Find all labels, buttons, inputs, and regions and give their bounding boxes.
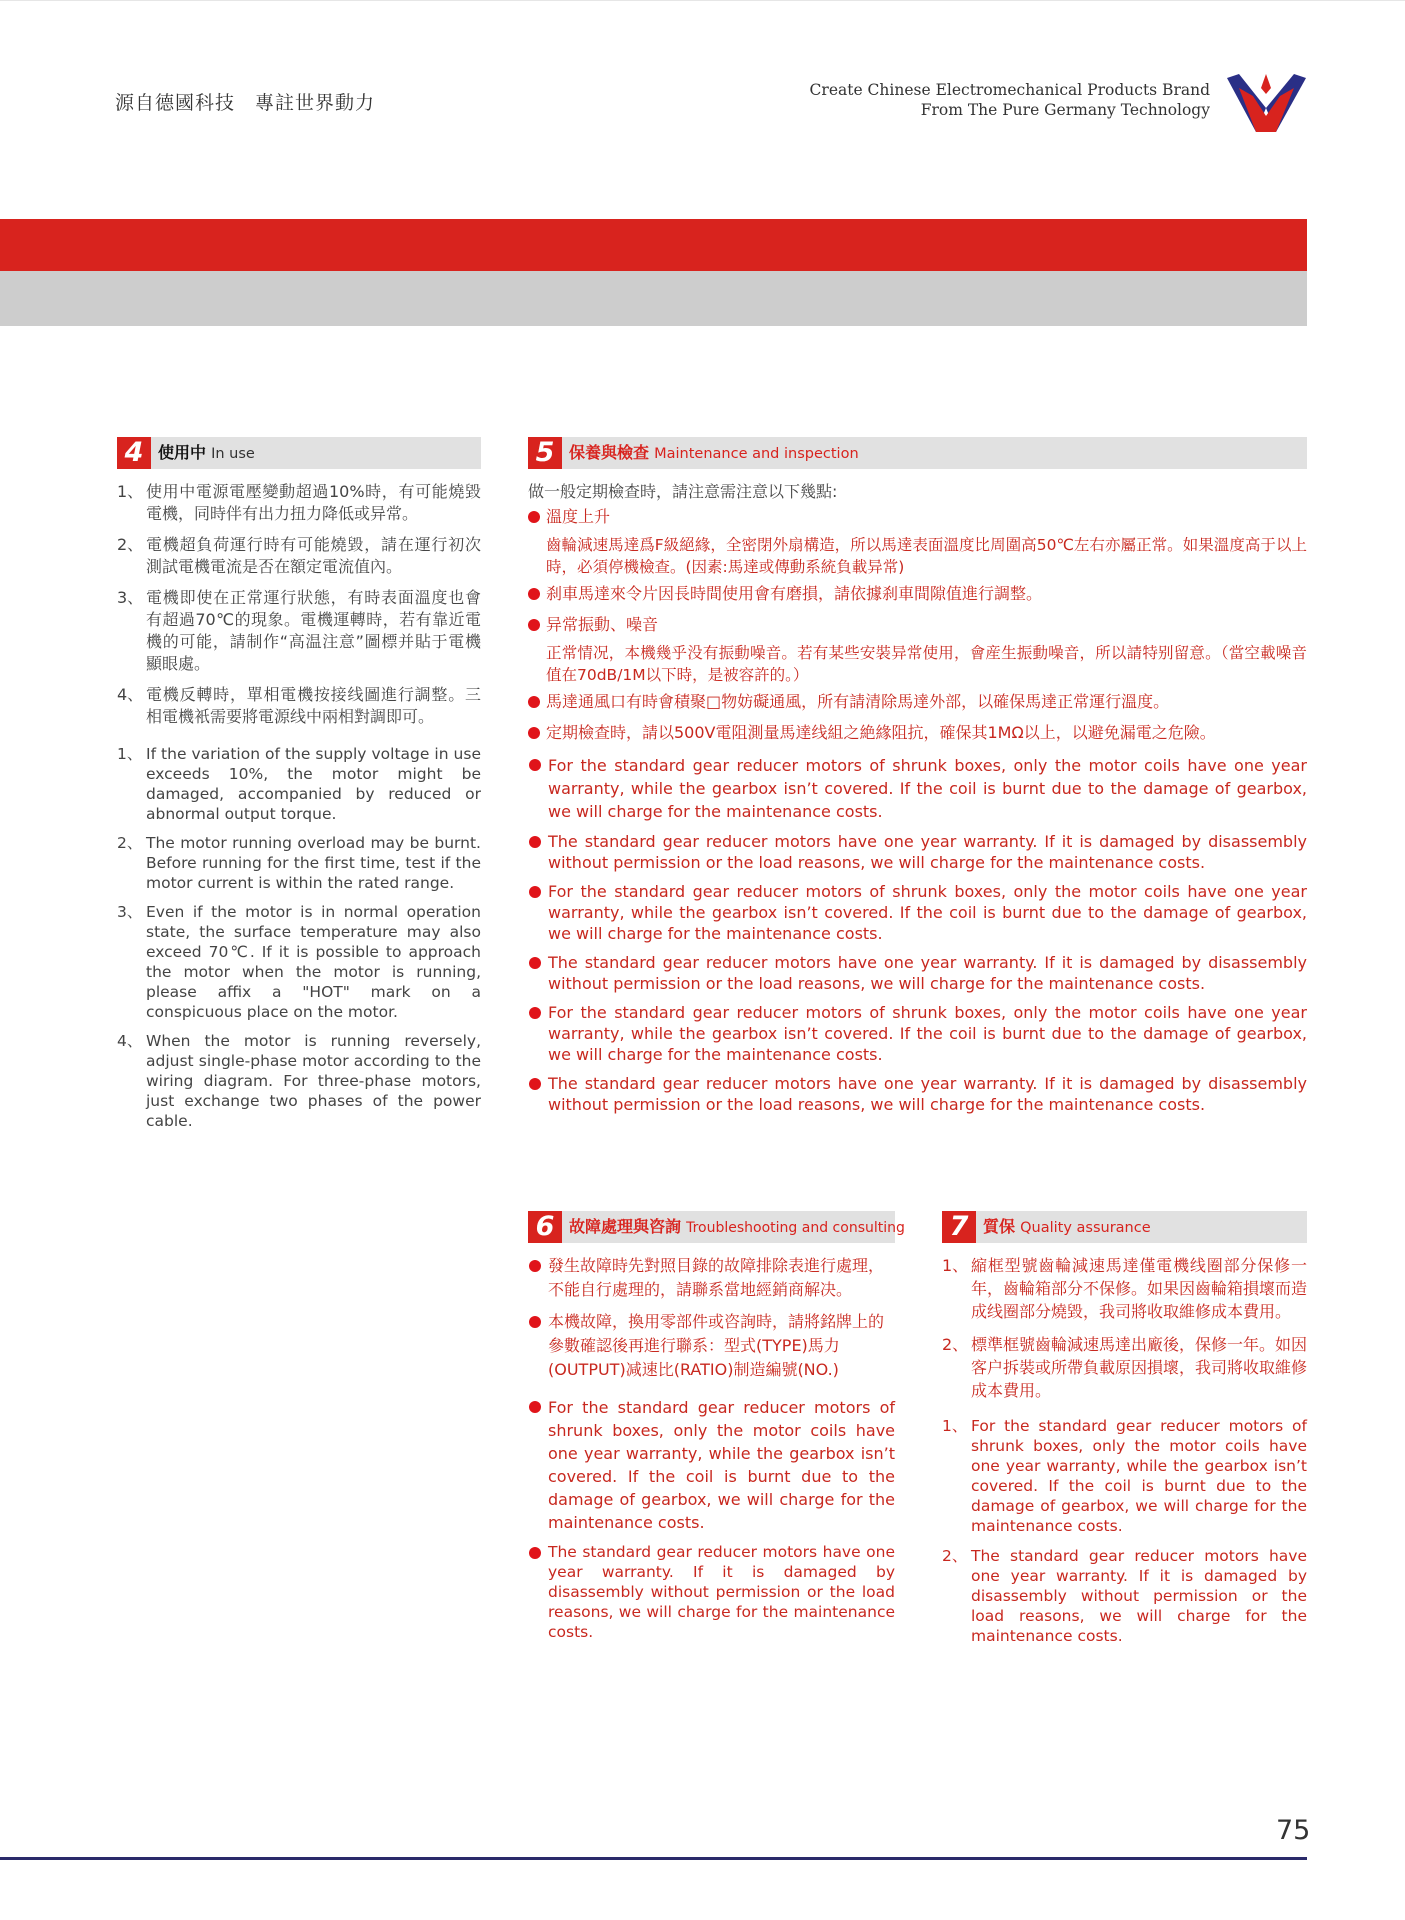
section-6-body [528, 1254, 895, 1650]
section-5-body [528, 481, 1307, 1123]
brand-tagline [760, 80, 1210, 120]
section-5-intro: 做一般定期檢查時，請注意需注意以下幾點: [528, 482, 838, 501]
list-item: For the standard gear reducer motors of shrunk boxes, only the motor coils have one year warranty, while the gearbox isn’t covered. If the coil is burnt due to the damage of gearbox, we will charge for the maintenance costs. [528, 881, 1307, 944]
list-item: The standard gear reducer motors have one year warranty. If it is damaged by disassembly without permission or the load reasons, we will charge for the maintenance costs. [528, 1073, 1307, 1115]
list-item: 1、 使用中電源電壓變動超過10%時，有可能燒毀電機，同時伴有出力扭力降低或异常。 [117, 482, 481, 523]
section-7-header [942, 1211, 1307, 1243]
list-item: 4、 When the motor is running reversely, adjust single-phase motor according to the wiring diagram. For three-phase motors, just exchange two phases of the power cable. [117, 1032, 481, 1130]
list-item: 4、 電機反轉時，單相電機按接线圖進行調整。三相電機衹需要將電源线中兩相對調即可。 [117, 685, 481, 726]
list-item: 2、 The motor running overload may be burnt. Before running for the first time, test if the motor current is within the rated range. [117, 834, 481, 892]
list-item: 發生故障時先對照目錄的故障排除表進行處理，不能自行處理的，請聯系當地經銷商解决。 [528, 1254, 895, 1302]
list-item: For the standard gear reducer motors of shrunk boxes, only the motor coils have one year warranty, while the gearbox isn’t covered. If the coil is burnt due to the damage of gearbox, we will charge for the maintenance costs. [528, 1396, 895, 1534]
section-7-title-en: Quality assurance [1020, 1220, 1151, 1236]
section-5-title-en: Maintenance and inspection [654, 446, 859, 462]
section-6-title-en: Troubleshooting and consulting [686, 1220, 905, 1236]
list-item: 2、 The standard gear reducer motors have one year warranty. If it is damaged by disassembly without permission or the load reasons, we will charge for the maintenance costs. [942, 1547, 1307, 1645]
section-5-number: 5 [528, 437, 562, 469]
section-7-title-zh: 質保 [983, 1217, 1016, 1236]
section-4-title-zh: 使用中 [158, 443, 207, 462]
gray-band [0, 271, 1307, 326]
brand-line-1: Create Chinese Electromechanical Products Brand [809, 81, 1210, 99]
section-5-header [528, 437, 1307, 469]
header-slogan: 源自德國科技 專註世界動力 [115, 92, 376, 114]
list-item: 2、 標準框號齒輪減速馬達出廠後，保修一年。如因客户拆裝或所帶負載原因損壞，我司將收取維修成本費用。 [942, 1335, 1308, 1400]
list-item: 定期檢查時，請以500V電阻測量馬達线組之絶緣阻抗，確保其1MΩ以上，以避免漏電之危險。 [528, 722, 1307, 744]
footer-rule [0, 1857, 1307, 1860]
section-4-header [117, 437, 481, 469]
list-item: For the standard gear reducer motors of shrunk boxes, only the motor coils have one year warranty, while the gearbox isn’t covered. If the coil is burnt due to the damage of gearbox, we will charge for the maintenance costs. [528, 1002, 1307, 1065]
red-band [0, 219, 1307, 271]
list-item: 1、 縮框型號齒輪減速馬達僅電機线圈部分保修一年，齒輪箱部分不保修。如果因齒輪箱損壞而造成线圈部分燒毀，我司將收取維修成本費用。 [942, 1256, 1308, 1321]
brand-logo-icon [1225, 74, 1308, 132]
section-5-title-zh: 保養與檢查 [569, 443, 650, 462]
list-item: 2、 電機超負荷運行時有可能燒毀，請在運行初次測試電機電流是否在額定電流值內。 [117, 535, 481, 576]
section-4-body [117, 481, 481, 1131]
list-item: 本機故障，換用零部件或咨詢時，請將銘牌上的參數確認後再進行聯系：型式(TYPE)馬力(OUTPUT)减速比(RATIO)制造編號(NO.) [528, 1310, 895, 1382]
list-item: For the standard gear reducer motors of shrunk boxes, only the motor coils have one year warranty, while the gearbox isn’t covered. If the coil is burnt due to the damage of gearbox, we will charge for the maintenance costs. [528, 754, 1307, 823]
list-item: 馬達通風口有時會積聚□物妨礙通風，所有請清除馬達外部，以確保馬達正常運行溫度。 [528, 691, 1307, 713]
section-7-body [942, 1254, 1307, 1646]
list-item-detail: 正常情况，本機幾乎没有振動噪音。若有某些安裝异常使用，會産生振動噪音，所以請特别留意。（當空載噪音值在70dB/1M以下時，是被容許的。） [546, 644, 1307, 684]
section-4-number: 4 [117, 437, 151, 469]
list-item: 3、 電機即使在正常運行狀態，有時表面溫度也會有超過70℃的現象。電機運轉時，若有靠近電機的可能，請制作“高温注意”圖標并貼于電機顯眼處。 [117, 588, 481, 673]
list-item: 溫度上升 [528, 506, 1307, 528]
brand-line-2: From The Pure Germany Technology [920, 101, 1210, 119]
section-6-header [528, 1211, 905, 1243]
top-rule [0, 0, 1405, 1]
page-number: 75 [1276, 1815, 1311, 1846]
section-4-title-en: In use [211, 446, 255, 462]
section-6-title-zh: 故障處理與咨詢 [569, 1217, 682, 1236]
list-item: 刹車馬達來令片因長時間使用會有磨損，請依據刹車間隙值進行調整。 [528, 583, 1307, 605]
list-item-detail: 齒輪減速馬達爲F級絕緣，全密閉外扇構造，所以馬達表面溫度比周圍高50℃左右亦屬正常。如果溫度高于以上時，必須停機檢查。(因素:馬達或傳動系統負載异常) [546, 536, 1307, 576]
list-item: The standard gear reducer motors have one year warranty. If it is damaged by disassembly without permission or the load reasons, we will charge for the maintenance costs. [528, 831, 1307, 873]
list-item: The standard gear reducer motors have one year warranty. If it is damaged by disassembly without permission or the load reasons, we will charge for the maintenance costs. [528, 1542, 895, 1642]
list-item: 1、 For the standard gear reducer motors of shrunk boxes, only the motor coils have one year warranty, while the gearbox isn’t covered. If the coil is burnt due to the damage of gearbox, we will charge for the maintenance costs. [942, 1417, 1307, 1535]
list-item: 1、 If the variation of the supply voltage in use exceeds 10%, the motor might be damaged, accompanied by reduced or abnormal output torque. [117, 745, 481, 823]
section-6-number: 6 [528, 1211, 562, 1243]
list-item: The standard gear reducer motors have one year warranty. If it is damaged by disassembly without permission or the load reasons, we will charge for the maintenance costs. [528, 952, 1307, 994]
list-item: 异常振動、噪音 [528, 614, 1307, 636]
section-7-number: 7 [942, 1211, 976, 1243]
list-item: 3、 Even if the motor is in normal operation state, the surface temperature may also exceed 70℃. If it is possible to approach the motor when the motor is running, please affix a "HOT" mark on a conspicuous place on the motor. [117, 903, 481, 1021]
